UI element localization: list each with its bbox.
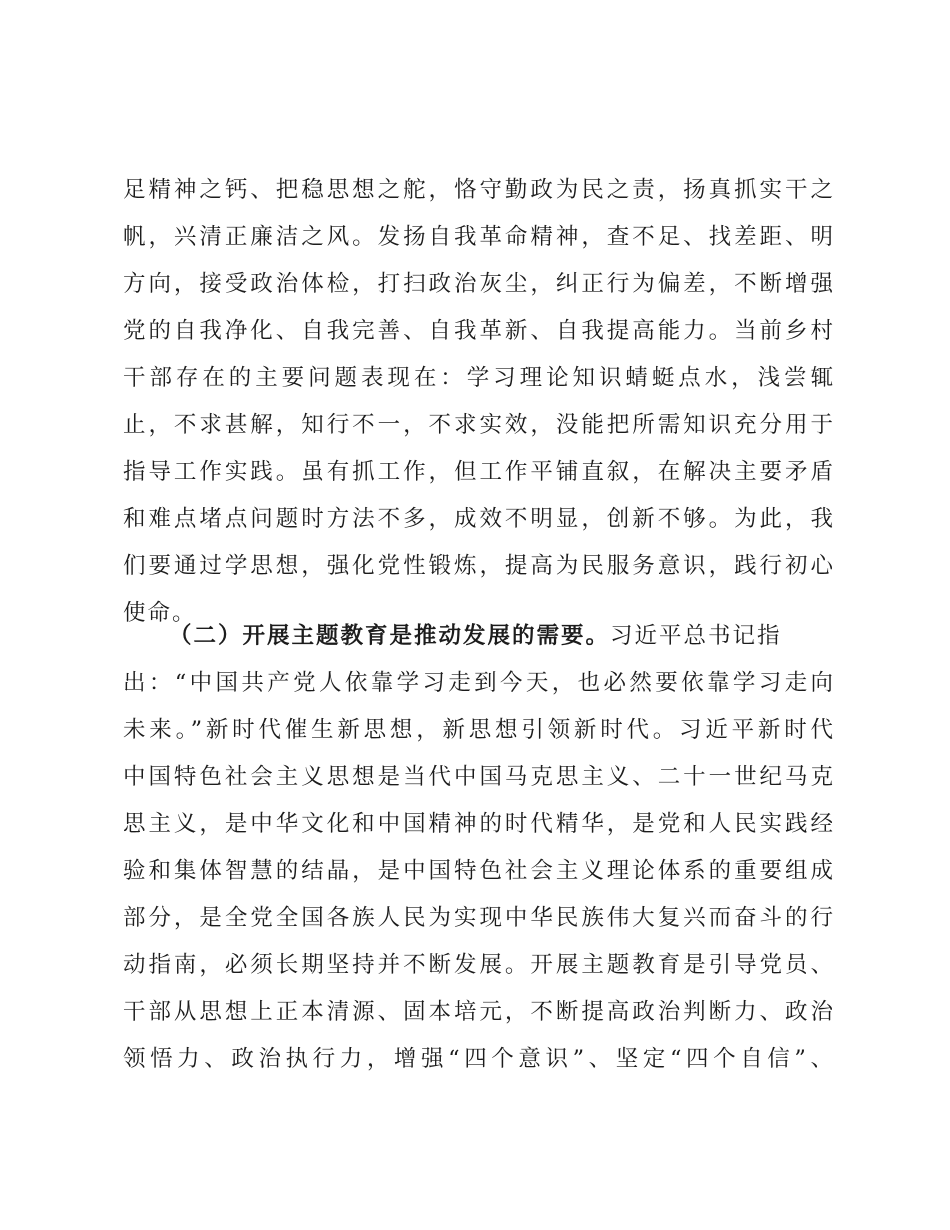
paragraph-line: 足精神之钙、把稳思想之舵，恪守勤政为民之责，扬真抓实干之 [123,177,835,203]
paragraph-line: 方向，接受政治体检，打扫政治灰尘，纠正行为偏差，不断增强 [123,271,835,297]
paragraph-line: 动指南，必须长期坚持并不断发展。开展主题教育是引导党员、 [123,952,835,978]
paragraph-line: 思主义，是中华文化和中国精神的时代精华，是党和人民实践经 [123,811,835,837]
section-heading: （二）开展主题教育是推动发展的需要。 [169,623,611,649]
paragraph-line: 部分，是全党全国各族人民为实现中华民族伟大复兴而奋斗的行 [123,905,835,931]
paragraph-line: 和难点堵点问题时方法不多，成效不明显，创新不够。为此，我 [123,506,835,532]
paragraph-line: 指导工作实践。虽有抓工作，但工作平铺直叙，在解决主要矛盾 [123,459,835,485]
paragraph-line: 干部存在的主要问题表现在：学习理论知识蜻蜓点水，浅尝辄 [123,365,835,391]
paragraph-first-line [123,613,835,660]
paragraph-line: 使命。 [123,600,197,626]
paragraph-line: 党的自我净化、自我完善、自我革新、自我提高能力。当前乡村 [123,318,835,344]
paragraph-line: 未来。”新时代催生新思想，新思想引领新时代。习近平新时代 [123,717,835,743]
paragraph-line: 出：“中国共产党人依靠学习走到今天，也必然要依靠学习走向 [123,670,835,696]
paragraph-line: 们要通过学思想，强化党性锻炼，提高为民服务意识，践行初心 [123,553,835,579]
paragraph-line: 帆，兴清正廉洁之风。发扬自我革命精神，查不足、找差距、明 [123,224,835,250]
paragraph-line: 止，不求甚解，知行不一，不求实效，没能把所需知识充分用于 [123,412,835,438]
paragraph-line: 验和集体智慧的结晶，是中国特色社会主义理论体系的重要组成 [123,858,835,884]
paragraph-2 [123,613,835,1083]
paragraph-line: 领悟力、政治执行力，增强“四个意识”、坚定“四个自信”、 [123,1046,835,1072]
paragraph-1 [123,167,835,637]
paragraph-line: 干部从思想上正本清源、固本培元，不断提高政治判断力、政治 [123,999,835,1025]
paragraph-line: 中国特色社会主义思想是当代中国马克思主义、二十一世纪马克 [123,764,835,790]
heading-continuation: 习近平总书记指 [610,623,782,649]
